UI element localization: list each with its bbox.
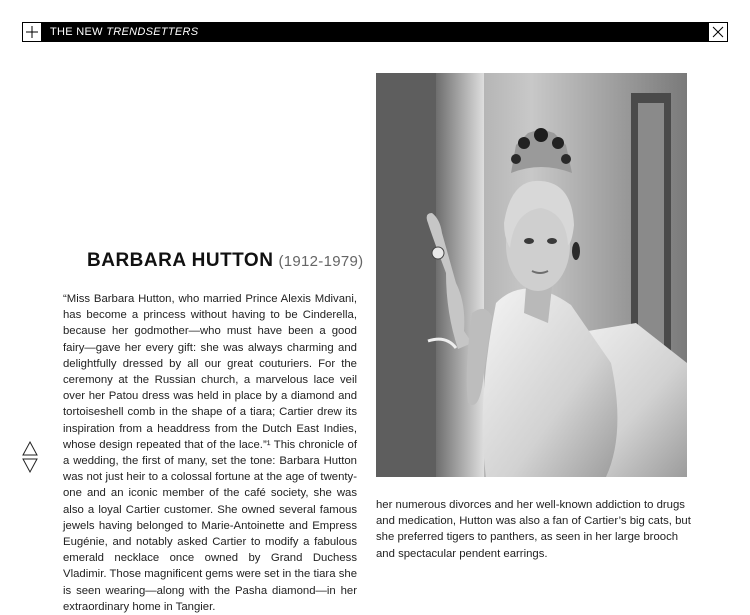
close-button[interactable]	[709, 23, 727, 41]
article-name: BARBARA HUTTON	[87, 250, 274, 271]
triangle-down-icon[interactable]	[22, 458, 38, 473]
triangle-up-icon[interactable]	[22, 441, 38, 456]
article-continued-text: her numerous divorces and her well-known addiction to drugs and medication, Hutton was also a fan of Cartier’s big cats, but she preferred tigers to panthers, as seen in her large brooch and spectacular pendent earrings.	[376, 499, 691, 560]
page-navigation	[22, 441, 38, 473]
plus-icon	[25, 25, 39, 39]
portrait-photo	[376, 73, 687, 477]
close-icon	[712, 26, 724, 38]
header-title-prefix: THE NEW	[50, 26, 107, 38]
article-body-text: “Miss Barbara Hutton, who married Prince Alexis Mdivani, has become a princess without having to be Cinderella, because her godmother—who must have been a good fairy—gave her every gift: she was always charming and delightfully dressed by all our great couturiers. For the ceremony at the Russian church, a marvelous lace veil over her Patou dress was held in place by a diamond and tortoiseshell comb in the shape of a tiara; Cartier drew its inspiration from a headdress from the Dutch East Indies, whose design repeated that of the lace.”¹ This chronicle of a wedding, the first of many, set the tone: Barbara Hutton was not just heir to a colossal fortune at the age of twenty-one and an iconic member of the café society, she was also a loyal Cartier customer. She owned several famous jewels having belonged to Marie-Antoinette and Empress Eugénie, and notably asked Cartier to modify a fabulous emerald necklace once owned by Grand Duchess Vladimir. Those magnificent gems were set in the tiara she is seen wearing—along with the Pasha diamond—in her extraordinary home in Tangier.	[63, 293, 357, 613]
article-heading	[87, 250, 377, 272]
article-years: (1912-1979)	[278, 253, 364, 270]
header-title	[50, 22, 198, 42]
article-body	[63, 291, 357, 613]
article-continued	[376, 497, 696, 562]
header-title-emphasis: TRENDSETTERS	[106, 26, 199, 38]
header-bar	[22, 22, 728, 42]
portrait-illustration	[376, 73, 687, 477]
menu-button[interactable]	[23, 23, 41, 41]
